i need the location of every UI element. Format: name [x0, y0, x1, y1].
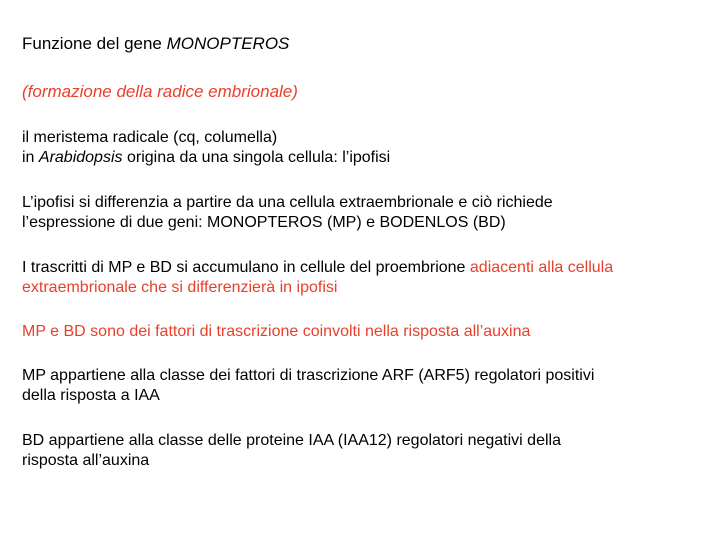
p1-species-name: Arabidopsis [38, 149, 123, 166]
p3-line1-red: adiacenti alla cellula [469, 259, 614, 276]
p3-line1 [22, 258, 613, 278]
title-prefix: Funzione del gene [22, 34, 167, 53]
slide-subtitle: (formazione della radice embrionale) [22, 82, 298, 101]
p3-line1-black: I trascritti di MP e BD si accumulano in cellule del proembrione [22, 259, 470, 276]
p1-line2-suffix: origina da una singola cellula: l’ipofisi [122, 149, 391, 166]
p5-line2: della risposta a IAA [22, 387, 160, 404]
title-gene-name: MONOPTEROS [166, 34, 290, 53]
p5-line1: MP appartiene alla classe dei fattori di trascrizione ARF (ARF5) regolatori positivi [22, 367, 595, 384]
slide-title [22, 34, 289, 54]
p1-line1: il meristema radicale (cq, columella) [22, 129, 278, 146]
p6-line2: risposta all’auxina [22, 452, 150, 469]
p2-line2: l’espressione di due geni: MONOPTEROS (MP) e BODENLOS (BD) [22, 214, 506, 231]
p1-line2 [22, 148, 390, 168]
p2-line1: L’ipofisi si differenzia a partire da una cellula extraembrionale e ciò richiede [22, 194, 553, 211]
p6-line1: BD appartiene alla classe delle proteine IAA (IAA12) regolatori negativi della [22, 432, 561, 449]
p3-line2: extraembrionale che si differenzierà in ipofisi [22, 279, 338, 296]
p1-line2-prefix: in [22, 149, 39, 166]
p4-line1: MP e BD sono dei fattori di trascrizione coinvolti nella risposta all’auxina [22, 323, 531, 340]
